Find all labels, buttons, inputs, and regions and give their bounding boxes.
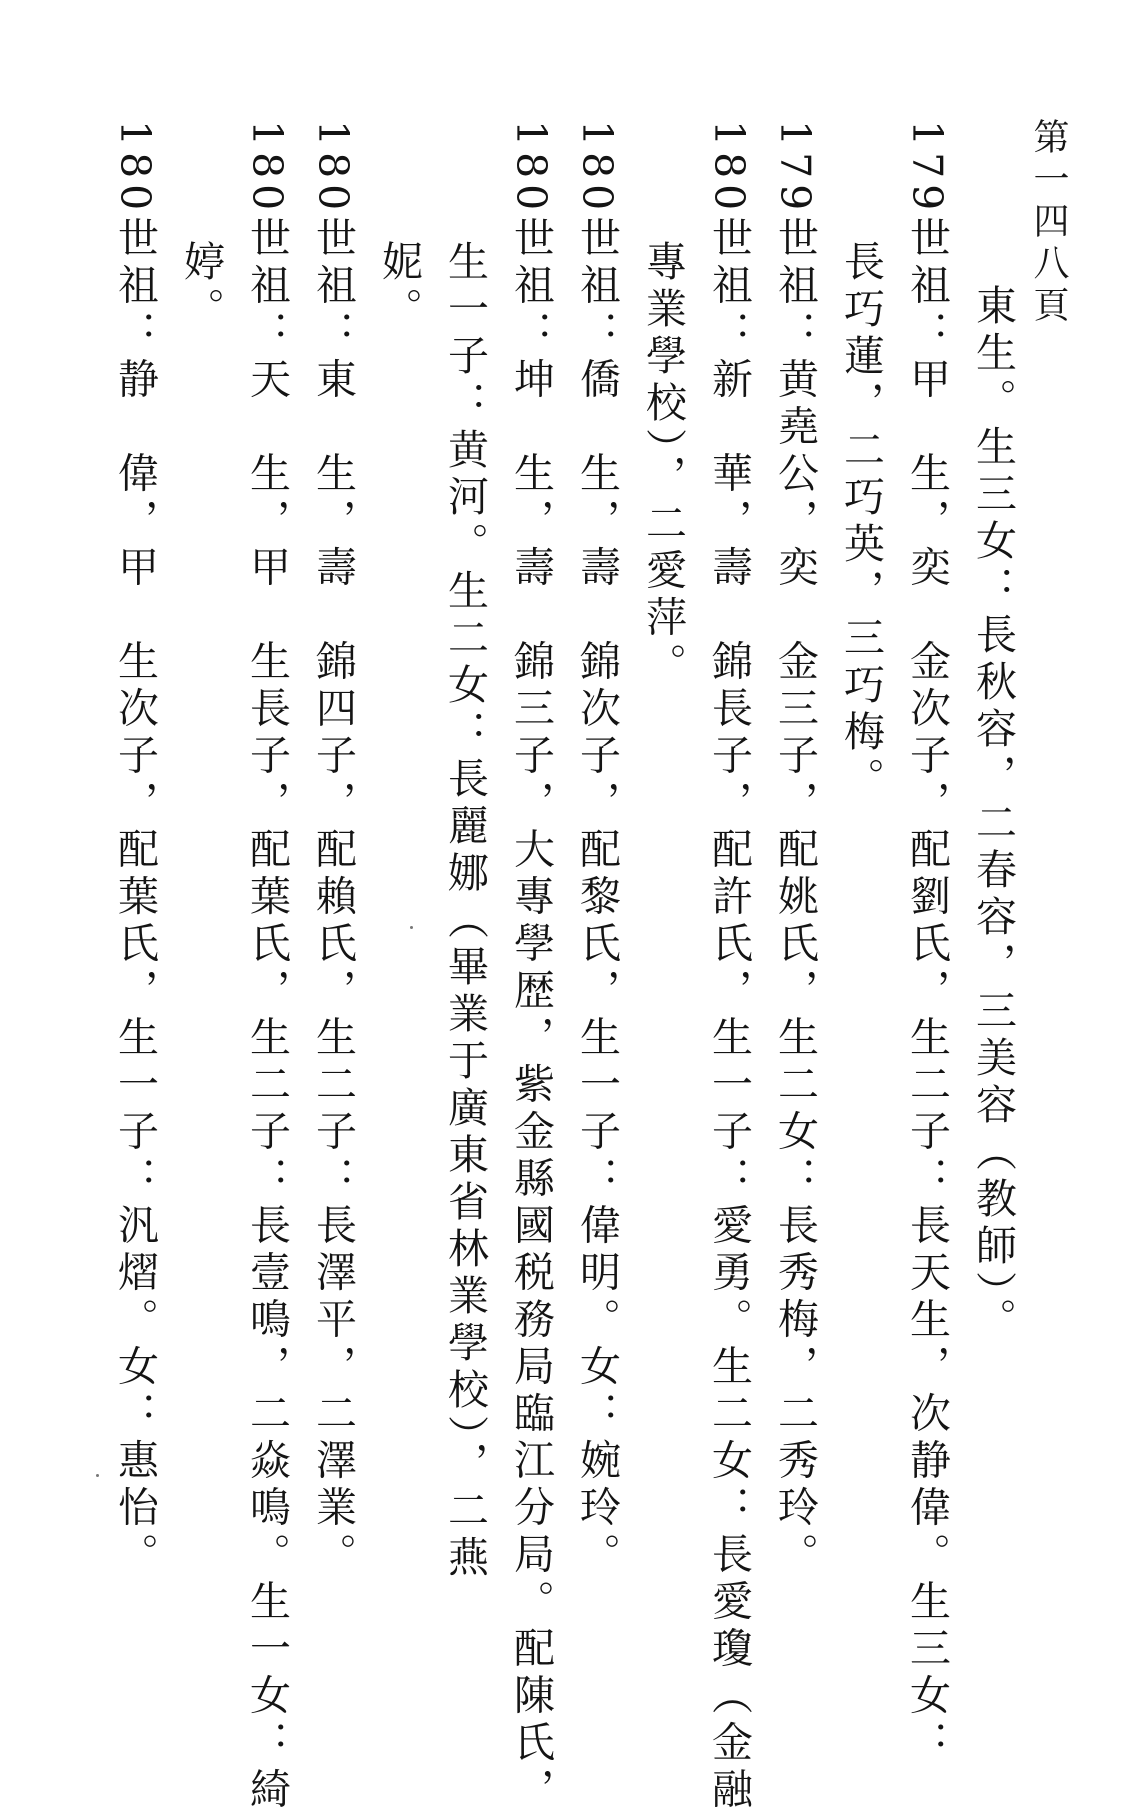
text-line-12: 180世祖：天 生，甲 生長子，配葉氏，生二子：長壹鳴，二焱鳴。生一女：綺	[243, 120, 291, 1814]
text-line-5: 180世祖：新 華，壽 錦長子，配許氏，生一子：愛勇。生二女：長愛瓊（金融	[705, 120, 753, 1814]
text-line-14: 180世祖：静 偉，甲 生次子，配葉氏，生一子：汎熠。女：惠怡。	[111, 120, 159, 1580]
text-line-13: 婷。	[177, 240, 225, 334]
genealogy-text-body	[102, 120, 1026, 1814]
text-line-9: 生一子：黄河。生二女：長麗娜（畢業于廣東省林業學校），二燕	[441, 240, 489, 1583]
page-number: 第一四八頁	[1028, 118, 1069, 328]
scan-speck	[96, 1474, 99, 1477]
text-line-10: 妮。	[375, 240, 423, 334]
text-line-7: 180世祖：僑 生，壽 錦次子，配黎氏，生一子：偉明。女：婉玲。	[573, 120, 621, 1580]
text-line-4: 179世祖：黄堯公，奕 金三子，配姚氏，生二女：長秀梅，二秀玲。	[771, 120, 819, 1580]
text-line-2: 179世祖：甲 生，奕 金次子，配劉氏，生二子：長天生，次静偉。生三女：	[903, 120, 951, 1768]
text-line-3: 長巧蓮，二巧英，三巧梅。	[837, 240, 885, 804]
text-line-8: 180世祖：坤 生，壽 錦三子，大專學歴，紫金縣國税務局臨江分局。配陳氏，	[507, 120, 555, 1814]
scan-speck	[410, 926, 413, 929]
text-line-1: 東生。生三女：長秋容，二春容，三美容（教師）。	[969, 284, 1017, 1345]
text-line-11: 180世祖：東 生，壽 錦四子，配賴氏，生二子：長澤平，二澤業。	[309, 120, 357, 1580]
text-line-6: 專業學校），二愛萍。	[639, 240, 687, 690]
